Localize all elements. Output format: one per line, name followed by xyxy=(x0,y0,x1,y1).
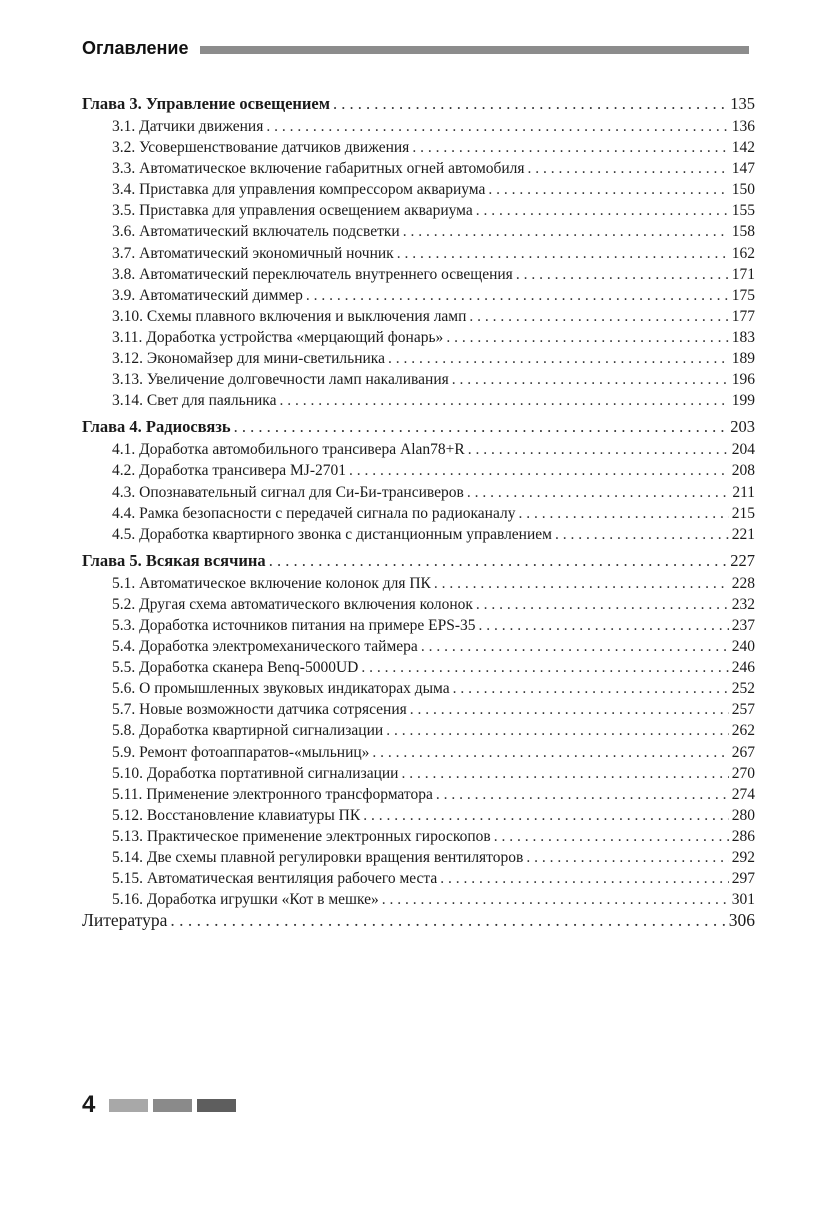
toc-entry[interactable] xyxy=(82,657,755,678)
toc-entry[interactable] xyxy=(82,439,755,460)
dot-leader xyxy=(170,910,725,931)
dot-leader xyxy=(434,573,729,594)
toc-entry[interactable] xyxy=(82,243,755,264)
entry-title: 3.12. Экономайзер для мини-светильника xyxy=(112,350,385,368)
toc-entry[interactable] xyxy=(82,390,755,411)
toc-entry[interactable] xyxy=(82,221,755,242)
toc-entry[interactable] xyxy=(82,805,755,826)
toc-entry[interactable] xyxy=(82,636,755,657)
dot-leader xyxy=(279,390,728,411)
toc-entry[interactable] xyxy=(82,763,755,784)
entry-title: Глава 3. Управление освещением xyxy=(82,94,330,113)
entry-title: 5.12. Восстановление клавиатуры ПК xyxy=(112,806,361,824)
entry-title: 5.14. Две схемы плавной регулировки вращения вентиляторов xyxy=(112,849,524,866)
toc-entry[interactable] xyxy=(82,847,755,868)
toc-entry[interactable] xyxy=(82,306,755,327)
entry-page: 136 xyxy=(731,118,755,135)
toc-entry[interactable] xyxy=(82,699,755,720)
entry-page: 270 xyxy=(731,764,755,782)
entry-page: 297 xyxy=(731,870,755,888)
entry-title: 5.16. Доработка игрушки «Кот в мешке» xyxy=(112,891,379,909)
toc-entry[interactable] xyxy=(82,784,755,805)
dot-leader xyxy=(266,116,728,137)
entry-page: 215 xyxy=(731,504,755,522)
dot-leader xyxy=(555,524,729,545)
dot-leader xyxy=(478,615,728,636)
dot-leader xyxy=(363,805,729,826)
entry-title: 5.7. Новые возможности датчика сотрясения xyxy=(112,701,407,719)
dot-leader xyxy=(234,415,728,439)
entry-page: 199 xyxy=(731,392,755,410)
entry-title: 3.1. Датчики движения xyxy=(112,118,264,135)
entry-title: 5.13. Практическое применение электронных гироскопов xyxy=(112,827,491,845)
dot-leader xyxy=(403,221,729,242)
dot-leader xyxy=(421,636,729,657)
entry-page: 208 xyxy=(731,462,755,480)
entry-title: Глава 4. Радиосвязь xyxy=(82,417,231,437)
toc-entry[interactable] xyxy=(82,116,755,137)
entry-title: 3.3. Автоматическое включение габаритных огней автомобиля xyxy=(112,160,525,178)
dot-leader xyxy=(469,306,728,327)
entry-page: 246 xyxy=(731,659,755,677)
entry-page: 189 xyxy=(731,350,755,368)
dot-leader xyxy=(494,826,729,847)
entry-title: 5.6. О промышленных звуковых индикаторах дыма xyxy=(112,680,450,698)
entry-title: 5.9. Ремонт фотоаппаратов-«мыльниц» xyxy=(112,743,370,761)
toc-entry[interactable] xyxy=(82,678,755,699)
entry-page: 196 xyxy=(731,371,755,389)
dot-leader xyxy=(453,678,729,699)
dot-leader xyxy=(518,503,728,524)
dot-leader xyxy=(476,594,729,615)
entry-page: 306 xyxy=(728,910,755,931)
dot-leader xyxy=(382,889,729,910)
entry-title: 3.10. Схемы плавного включения и выключения ламп xyxy=(112,307,467,325)
toc-entry[interactable] xyxy=(82,889,755,910)
entry-page: 204 xyxy=(731,441,755,459)
dot-leader xyxy=(388,348,729,369)
dot-leader xyxy=(269,549,728,573)
toc-entry[interactable] xyxy=(82,594,755,615)
toc-entry[interactable] xyxy=(82,460,755,481)
toc-entry[interactable] xyxy=(82,615,755,636)
dot-leader xyxy=(528,158,729,179)
entry-title: 3.14. Свет для паяльника xyxy=(112,392,277,410)
entry-title: 3.11. Доработка устройства «мерцающий фонарь» xyxy=(112,328,444,346)
toc-chapter[interactable] xyxy=(82,92,755,116)
entry-title: 5.8. Доработка квартирной сигнализации xyxy=(112,722,384,740)
entry-title: 3.2. Усовершенствование датчиков движения xyxy=(112,139,410,157)
dot-leader xyxy=(446,327,728,348)
dot-leader xyxy=(361,657,728,678)
entry-title: 3.6. Автоматический включатель подсветки xyxy=(112,223,400,241)
dot-leader xyxy=(476,200,729,221)
dot-leader xyxy=(349,460,729,481)
dot-leader xyxy=(440,868,728,889)
table-of-contents xyxy=(82,92,755,934)
entry-title: 3.13. Увеличение долговечности ламп накаливания xyxy=(112,371,449,389)
page-footer xyxy=(82,1091,241,1119)
toc-entry[interactable] xyxy=(82,369,755,390)
entry-title: Глава 5. Всякая всячина xyxy=(82,550,266,570)
entry-page: 274 xyxy=(731,785,755,803)
dot-leader xyxy=(401,763,728,784)
entry-title: 5.1. Автоматическое включение колонок для ПК xyxy=(112,574,431,592)
entry-page: 162 xyxy=(731,244,755,262)
dot-leader xyxy=(468,439,729,460)
toc-entry[interactable] xyxy=(82,573,755,594)
toc-entry[interactable] xyxy=(82,179,755,200)
running-header xyxy=(82,36,749,60)
toc-entry[interactable] xyxy=(82,348,755,369)
footer-block xyxy=(109,1099,148,1112)
header-rule xyxy=(200,46,749,54)
toc-entry[interactable] xyxy=(82,868,755,889)
entry-title: 3.8. Автоматический переключатель внутреннего освещения xyxy=(112,265,513,283)
entry-title: 3.5. Приставка для управления освещением аквариума xyxy=(112,202,473,220)
entry-page: 280 xyxy=(731,806,755,824)
entry-title: 3.9. Автоматический диммер xyxy=(112,286,303,304)
entry-title: 4.1. Доработка автомобильного трансивера Alan78+R xyxy=(112,441,465,459)
entry-title: 3.7. Автоматический экономичный ночник xyxy=(112,244,394,262)
toc-entry[interactable] xyxy=(82,720,755,741)
entry-page: 228 xyxy=(731,574,755,592)
entry-page: 286 xyxy=(731,827,755,845)
toc-entry[interactable] xyxy=(82,285,755,306)
dot-leader xyxy=(397,243,729,264)
dot-leader xyxy=(333,92,727,116)
toc-entry[interactable] xyxy=(82,482,755,503)
page-number: 4 xyxy=(82,1091,96,1118)
entry-page: 252 xyxy=(731,680,755,698)
toc-entry[interactable] xyxy=(82,742,755,763)
entry-page: 158 xyxy=(731,223,755,241)
entry-page: 227 xyxy=(730,550,755,570)
entry-page: 221 xyxy=(731,525,755,543)
entry-page: 267 xyxy=(731,743,755,761)
toc-entry[interactable] xyxy=(82,200,755,221)
footer-block xyxy=(197,1099,236,1112)
entry-page: 142 xyxy=(731,139,755,157)
toc-entry[interactable] xyxy=(82,264,755,285)
entry-page: 150 xyxy=(731,181,755,199)
entry-page: 240 xyxy=(731,638,755,656)
entry-title: 5.5. Доработка сканера Benq-5000UD xyxy=(112,659,359,677)
dot-leader xyxy=(467,482,730,503)
entry-title: 5.10. Доработка портативной сигнализации xyxy=(112,764,399,782)
entry-page: 292 xyxy=(731,849,755,866)
toc-references[interactable] xyxy=(82,910,755,934)
entry-title: 4.3. Опознавательный сигнал для Си-Би-трансиверов xyxy=(112,483,464,501)
entry-title: 4.4. Рамка безопасности с передачей сигнала по радиоканалу xyxy=(112,504,516,522)
entry-page: 301 xyxy=(731,891,755,909)
toc-entry[interactable] xyxy=(82,503,755,524)
entry-page: 257 xyxy=(731,701,755,719)
entry-title: 5.2. Другая схема автоматического включения колонок xyxy=(112,595,473,613)
toc-chapter[interactable] xyxy=(82,415,755,439)
toc-entry[interactable] xyxy=(82,137,755,158)
toc-entry[interactable] xyxy=(82,158,755,179)
dot-leader xyxy=(526,847,728,868)
toc-entry[interactable] xyxy=(82,524,755,545)
dot-leader xyxy=(488,179,728,200)
footer-block xyxy=(153,1099,192,1112)
entry-title: Литература xyxy=(82,910,168,931)
entry-title: 5.11. Применение электронного трансформатора xyxy=(112,785,433,803)
dot-leader xyxy=(372,742,728,763)
entry-page: 175 xyxy=(731,286,755,304)
entry-page: 237 xyxy=(731,616,755,634)
entry-page: 211 xyxy=(732,483,755,501)
entry-page: 155 xyxy=(731,202,755,220)
entry-title: 5.3. Доработка источников питания на примере EPS-35 xyxy=(112,616,476,634)
dot-leader xyxy=(386,720,729,741)
dot-leader xyxy=(516,264,729,285)
entry-title: 5.15. Автоматическая вентиляция рабочего места xyxy=(112,870,438,888)
dot-leader xyxy=(436,784,729,805)
entry-page: 135 xyxy=(730,94,755,113)
entry-title: 4.2. Доработка трансивера MJ-2701 xyxy=(112,462,346,480)
header-title: Оглавление xyxy=(82,37,189,58)
entry-title: 5.4. Доработка электромеханического таймера xyxy=(112,638,418,656)
dot-leader xyxy=(410,699,729,720)
dot-leader xyxy=(412,137,728,158)
entry-page: 203 xyxy=(730,417,755,437)
entry-page: 232 xyxy=(731,595,755,613)
dot-leader xyxy=(306,285,729,306)
entry-page: 171 xyxy=(731,265,755,283)
toc-chapter[interactable] xyxy=(82,549,755,573)
entry-page: 183 xyxy=(731,328,755,346)
entry-title: 3.4. Приставка для управления компрессором аквариума xyxy=(112,181,486,199)
toc-entry[interactable] xyxy=(82,826,755,847)
entry-page: 177 xyxy=(731,307,755,325)
dot-leader xyxy=(452,369,729,390)
entry-title: 4.5. Доработка квартирного звонка с дистанционным управлением xyxy=(112,525,552,543)
toc-entry[interactable] xyxy=(82,327,755,348)
entry-page: 147 xyxy=(731,160,755,178)
entry-page: 262 xyxy=(731,722,755,740)
